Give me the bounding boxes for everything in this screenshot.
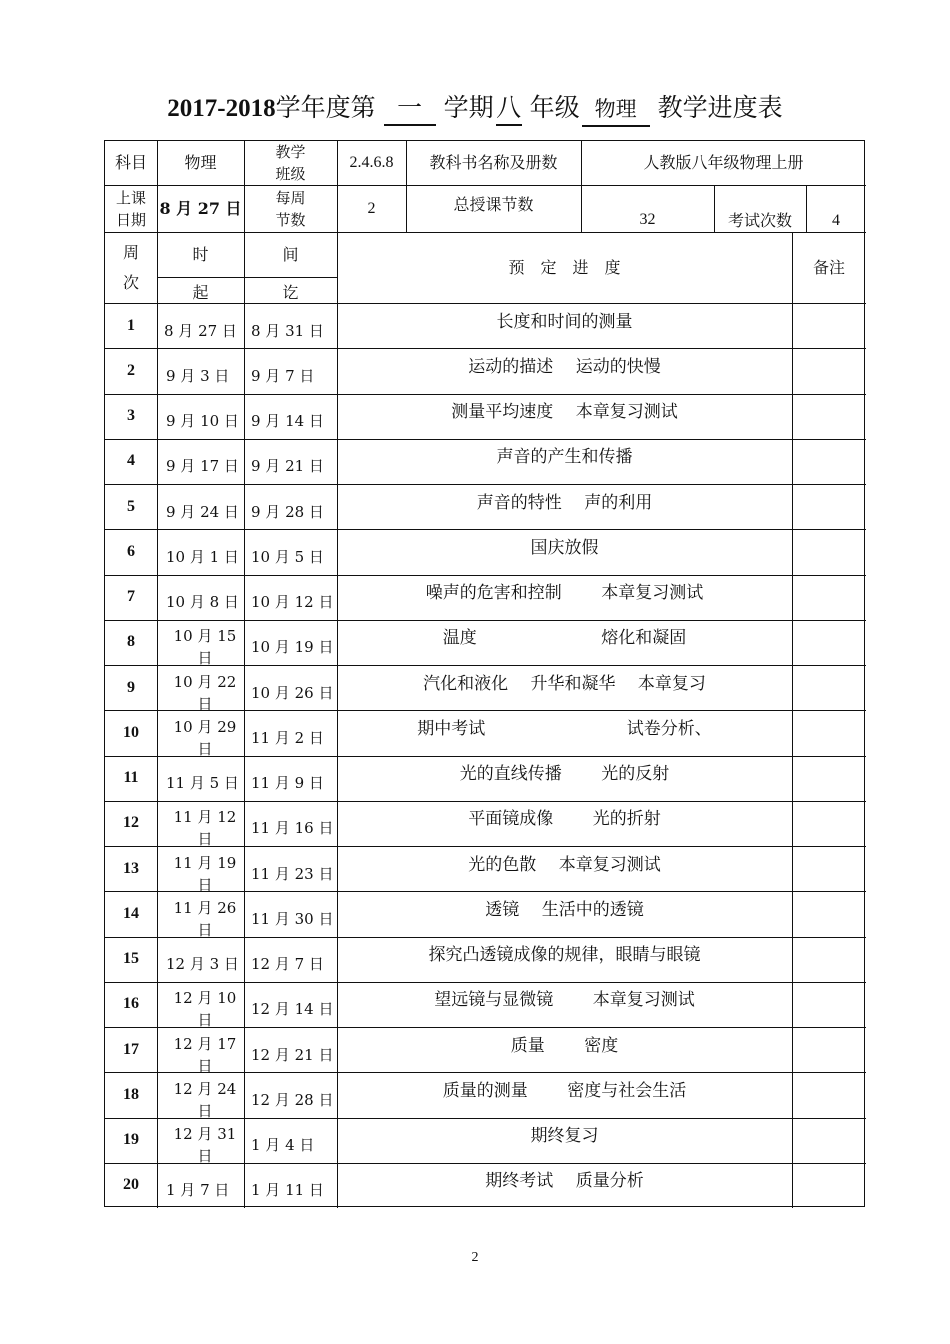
week-number: 14 [123,904,139,922]
week-number: 9 [127,678,135,696]
end-date: 10 月 12 日 [251,593,334,612]
week-number: 4 [127,452,135,470]
start-date: 12 月 17 日 [173,1034,237,1075]
week-number: 18 [123,1085,139,1103]
plan-text: 望远镜与显微镜 本章复习测试 [434,990,695,1011]
start-date: 12 月 24 日 [173,1079,237,1120]
start-date: 10 月 1 日 [166,547,239,566]
total-value: 32 [639,210,656,228]
plan-text: 国庆放假 [530,537,599,558]
end-date: 10 月 5 日 [251,547,324,566]
plan-text: 汽化和液化 升华和凝华 本章复习 [423,673,706,694]
week-number: 10 [123,723,139,741]
title-subject: 物理 [582,93,650,127]
end-date: 11 月 16 日 [251,819,334,838]
start-date: 11 月 5 日 [166,774,239,793]
end-date: 12 月 7 日 [251,955,324,974]
week-number: 5 [127,497,135,515]
start-date: 9 月 17 日 [166,457,239,476]
plan-text: 声音的产生和传播 [496,447,633,468]
end-date: 10 月 19 日 [251,638,334,657]
end-date: 10 月 26 日 [251,683,334,702]
end-date: 12 月 21 日 [251,1045,334,1064]
title-year: 2017-2018 [167,95,276,122]
plan-text: 期终考试 质量分析 [485,1171,644,1192]
end-date: 1 月 11 日 [251,1181,324,1200]
plan-text: 期终复习 [530,1126,599,1147]
title-semester: 一 [384,92,436,126]
plan-text: 噪声的危害和控制 本章复习测试 [425,583,704,604]
class-label: 教学 班级 [275,143,306,183]
week-number: 7 [127,588,135,606]
end-date: 9 月 21 日 [251,457,324,476]
week-number: 19 [123,1131,139,1149]
week-number: 20 [123,1176,139,1194]
plan-text: 透镜 生活中的透镜 [485,899,644,920]
end-date: 8 月 31 日 [251,321,324,340]
exam-label: 考试次数 [727,210,792,230]
end-date: 9 月 7 日 [251,366,315,385]
start-date: 10 月 8 日 [166,593,239,612]
start-date: 12 月 10 日 [173,989,237,1030]
week-number: 15 [123,950,139,968]
end-date: 11 月 9 日 [251,774,324,793]
week-number: 8 [127,633,135,651]
page-title [0,86,950,131]
subject-value: 物理 [184,153,217,172]
exam-value: 4 [832,211,840,229]
end-date: 11 月 30 日 [251,909,334,928]
start-date: 12 月 31 日 [173,1125,237,1166]
subject-label: 科目 [114,153,147,172]
note-header: 备注 [812,257,845,277]
start-date: 9 月 10 日 [166,412,239,431]
plan-text: 声音的特性 声的利用 [476,492,653,513]
end-header: 讫 [282,283,299,302]
book-value: 人教版八年级物理上册 [643,153,804,172]
total-label: 总授课节数 [453,194,534,214]
week-header: 周 次 [122,242,139,292]
plan-text: 运动的描述 运动的快慢 [468,356,661,377]
plan-text: 探究凸透镜成像的规律，眼睛与眼镜 [428,945,701,966]
week-number: 11 [123,769,139,787]
start-date: 1 月 7 日 [166,1181,230,1200]
plan-text: 光的色散 本章复习测试 [468,854,661,875]
title-part2: 学期 [443,93,494,122]
end-date: 9 月 14 日 [251,412,324,431]
plan-text: 平面镜成像 光的折射 [468,809,661,830]
start-date: 12 月 3 日 [166,955,239,974]
title-part4: 教学进度表 [657,93,783,122]
week-number: 3 [127,407,135,425]
page-number: 2 [471,1250,479,1265]
week-number: 1 [127,316,135,334]
plan-header: 预 定 进 度 [508,257,621,277]
time-header: 时 [192,244,209,264]
start-date-label: 上课 日期 [115,188,146,229]
plan-text: 期中考试 试卷分析、 [417,718,712,739]
week-number: 13 [123,859,139,877]
start-date: 9 月 24 日 [166,502,239,521]
start-header: 起 [192,283,209,302]
week-number: 16 [123,995,139,1013]
start-date: 9 月 3 日 [166,366,230,385]
start-date: 10 月 15 日 [173,627,237,668]
plan-text: 质量的测量 密度与社会生活 [442,1080,687,1101]
plan-text: 光的直线传播 光的反射 [459,764,670,785]
time-header-2: 间 [282,244,299,264]
week-number: 12 [123,814,139,832]
class-value: 2.4.6.8 [349,154,394,171]
plan-text: 测量平均速度 本章复习测试 [451,402,678,423]
book-label: 教科书名称及册数 [429,153,558,172]
plan-text: 质量 密度 [510,1035,619,1056]
title-part3: 年级 [529,93,580,122]
start-date: 8 月 27 日 [164,321,237,340]
start-date-value: 8 月 27 日 [159,198,242,218]
start-date: 11 月 19 日 [173,853,237,894]
title-grade: 八 [496,92,522,126]
end-date: 1 月 4 日 [251,1136,315,1155]
schedule-table [104,140,865,1207]
week-number: 17 [123,1040,139,1058]
start-date: 11 月 12 日 [173,808,237,849]
end-date: 11 月 23 日 [251,864,334,883]
end-date: 12 月 14 日 [251,1000,334,1019]
start-date: 10 月 22 日 [173,672,237,713]
end-date: 12 月 28 日 [251,1090,334,1109]
plan-text: 长度和时间的测量 [496,311,633,332]
plan-text: 温度 熔化和凝固 [442,628,687,649]
title-part1: 学年度第 [275,93,376,122]
end-date: 11 月 2 日 [251,728,324,747]
start-date: 11 月 26 日 [173,898,237,939]
weekly-value: 2 [367,199,376,217]
week-number: 2 [127,361,135,379]
end-date: 9 月 28 日 [251,502,324,521]
weekly-label: 每周 节数 [275,188,306,229]
start-date: 10 月 29 日 [173,717,237,758]
week-number: 6 [127,542,135,560]
